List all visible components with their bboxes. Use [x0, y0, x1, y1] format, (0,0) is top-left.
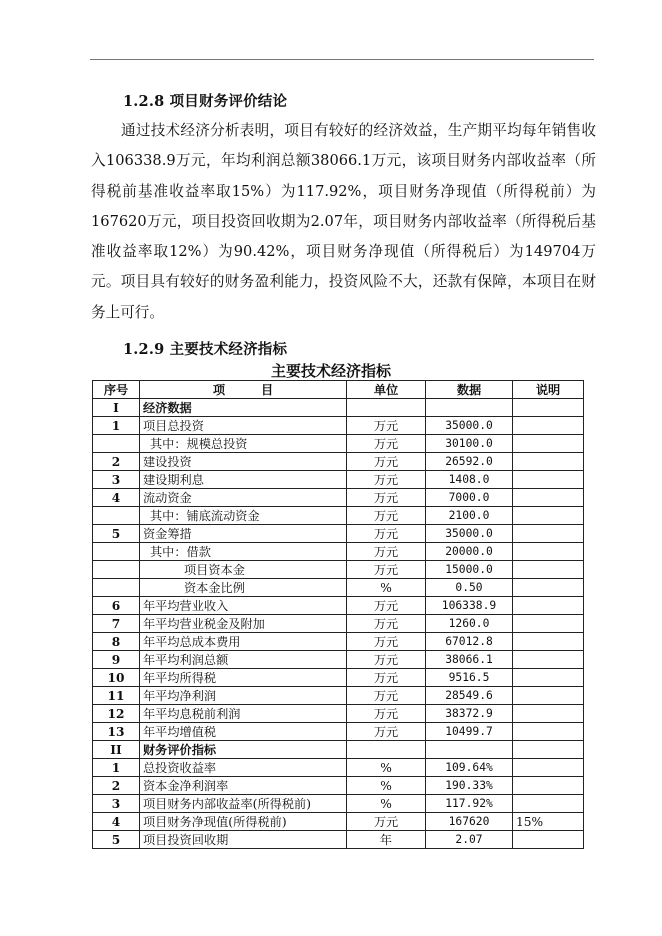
row-unit: 万元: [347, 417, 426, 435]
row-number: 1: [93, 417, 140, 435]
row-number: [93, 561, 140, 579]
row-note: [513, 795, 584, 813]
table-row: [93, 741, 584, 759]
row-unit: 万元: [347, 615, 426, 633]
row-unit: 万元: [347, 525, 426, 543]
row-item: 其中：借款: [140, 543, 347, 561]
row-note: [513, 633, 584, 651]
table-row: [93, 795, 584, 813]
row-value: 9516.5: [426, 669, 513, 687]
row-value: 2.07: [426, 831, 513, 849]
row-item: 经济数据: [140, 399, 347, 417]
row-unit: 万元: [347, 507, 426, 525]
row-item: 项目投资回收期: [140, 831, 347, 849]
row-unit: 万元: [347, 633, 426, 651]
table-title: 主要技术经济指标: [270, 362, 391, 380]
row-unit: %: [347, 777, 426, 795]
row-item: 项目总投资: [140, 417, 347, 435]
row-unit: 万元: [347, 453, 426, 471]
row-item: 年平均营业税金及附加: [140, 615, 347, 633]
row-item: 财务评价指标: [140, 741, 347, 759]
header-unit: 单位: [347, 381, 426, 399]
row-value: 38372.9: [426, 705, 513, 723]
row-value: 1260.0: [426, 615, 513, 633]
row-number: 2: [93, 777, 140, 795]
row-number: [93, 507, 140, 525]
row-note: [513, 489, 584, 507]
row-note: [513, 471, 584, 489]
row-item: 年平均息税前利润: [140, 705, 347, 723]
row-value: 109.64%: [426, 759, 513, 777]
row-number: 11: [93, 687, 140, 705]
table-row: [93, 525, 584, 543]
table-header-row: [93, 381, 584, 399]
row-note: [513, 759, 584, 777]
section-heading-key-indicators: 1.2.9 主要技术经济指标: [123, 341, 288, 358]
row-number: 4: [93, 813, 140, 831]
row-number: 3: [93, 471, 140, 489]
row-value: 190.33%: [426, 777, 513, 795]
table-row: [93, 831, 584, 849]
table-row: [93, 705, 584, 723]
row-note: [513, 597, 584, 615]
row-note: [513, 543, 584, 561]
row-value: 7000.0: [426, 489, 513, 507]
table-row: [93, 489, 584, 507]
row-number: [93, 579, 140, 597]
row-item: 年平均所得税: [140, 669, 347, 687]
header-no: 序号: [93, 381, 140, 399]
row-note: [513, 453, 584, 471]
header-rule: [90, 59, 594, 60]
row-number: 5: [93, 831, 140, 849]
row-unit: 万元: [347, 489, 426, 507]
row-note: [513, 579, 584, 597]
table-row: [93, 597, 584, 615]
row-value: 0.50: [426, 579, 513, 597]
table-row: [93, 813, 584, 831]
row-value: 67012.8: [426, 633, 513, 651]
row-item: 建设投资: [140, 453, 347, 471]
conclusion-paragraph: 通过技术经济分析表明，项目有较好的经济效益，生产期平均每年销售收入106338.9万元，年均利润总额38066.1万元，该项目财务内部收益率（所得税前基准收益率取15%）为117.92%，项目财务净现值（所得税前）为167620万元，项目投资回收期为2.07年，项目财务内部收益率（所得税后基准收益率取12%）为90.42%，项目财务净现值（所得税后）为149704万元。项目具有较好的财务盈利能力，投资风险不大，还款有保障，本项目在财务上可行。: [91, 122, 596, 321]
row-unit: %: [347, 795, 426, 813]
row-note: [513, 705, 584, 723]
row-item: 建设期利息: [140, 471, 347, 489]
table-row: [93, 453, 584, 471]
table-row: [93, 507, 584, 525]
row-number: II: [93, 741, 140, 759]
row-item: 资本金净利润率: [140, 777, 347, 795]
table-row: [93, 615, 584, 633]
row-number: [93, 435, 140, 453]
row-unit: 万元: [347, 723, 426, 741]
row-value: 117.92%: [426, 795, 513, 813]
row-note: [513, 777, 584, 795]
table-row: [93, 759, 584, 777]
row-value: [426, 741, 513, 759]
row-unit: 万元: [347, 543, 426, 561]
row-value: 10499.7: [426, 723, 513, 741]
row-item: 年平均增值税: [140, 723, 347, 741]
table-row: [93, 543, 584, 561]
row-number: 13: [93, 723, 140, 741]
row-note: [513, 417, 584, 435]
indicators-table: [92, 380, 584, 849]
table-row: [93, 579, 584, 597]
row-item: 项目财务内部收益率(所得税前): [140, 795, 347, 813]
row-number: 10: [93, 669, 140, 687]
row-item: 年平均总成本费用: [140, 633, 347, 651]
row-note: 15%: [513, 813, 584, 831]
row-value: 106338.9: [426, 597, 513, 615]
row-value: 28549.6: [426, 687, 513, 705]
row-item: 项目资本金: [140, 561, 347, 579]
row-note: [513, 669, 584, 687]
row-item: 资本金比例: [140, 579, 347, 597]
row-item: 总投资收益率: [140, 759, 347, 777]
row-note: [513, 831, 584, 849]
row-note: [513, 615, 584, 633]
table-row: [93, 417, 584, 435]
row-unit: 万元: [347, 813, 426, 831]
row-unit: 万元: [347, 669, 426, 687]
row-unit: 万元: [347, 471, 426, 489]
row-note: [513, 525, 584, 543]
row-item: 流动资金: [140, 489, 347, 507]
row-value: 26592.0: [426, 453, 513, 471]
table-row: [93, 471, 584, 489]
row-value: 1408.0: [426, 471, 513, 489]
row-item: 其中：规模总投资: [140, 435, 347, 453]
row-unit: 万元: [347, 597, 426, 615]
row-item: 资金筹措: [140, 525, 347, 543]
table-row: [93, 651, 584, 669]
row-value: 15000.0: [426, 561, 513, 579]
row-unit: 年: [347, 831, 426, 849]
table-row: [93, 687, 584, 705]
row-number: [93, 543, 140, 561]
row-value: 167620: [426, 813, 513, 831]
header-data: 数据: [426, 381, 513, 399]
row-item: 年平均营业收入: [140, 597, 347, 615]
row-item: 年平均净利润: [140, 687, 347, 705]
row-number: 1: [93, 759, 140, 777]
table-row: [93, 633, 584, 651]
row-unit: %: [347, 759, 426, 777]
row-number: 3: [93, 795, 140, 813]
row-unit: [347, 741, 426, 759]
row-unit: 万元: [347, 705, 426, 723]
row-note: [513, 507, 584, 525]
header-item: 项目: [140, 381, 347, 399]
row-value: 38066.1: [426, 651, 513, 669]
header-note: 说明: [513, 381, 584, 399]
row-item: 其中：铺底流动资金: [140, 507, 347, 525]
row-note: [513, 687, 584, 705]
table-row: [93, 435, 584, 453]
row-item: 年平均利润总额: [140, 651, 347, 669]
row-unit: 万元: [347, 651, 426, 669]
row-number: 9: [93, 651, 140, 669]
row-unit: [347, 399, 426, 417]
row-unit: 万元: [347, 687, 426, 705]
table-row: [93, 669, 584, 687]
row-value: [426, 399, 513, 417]
row-value: 30100.0: [426, 435, 513, 453]
row-note: [513, 399, 584, 417]
table-row: [93, 777, 584, 795]
row-note: [513, 435, 584, 453]
row-unit: 万元: [347, 435, 426, 453]
table-row: [93, 561, 584, 579]
row-value: 20000.0: [426, 543, 513, 561]
row-value: 2100.0: [426, 507, 513, 525]
row-number: I: [93, 399, 140, 417]
row-number: 7: [93, 615, 140, 633]
row-number: 12: [93, 705, 140, 723]
table-row: [93, 723, 584, 741]
row-note: [513, 651, 584, 669]
row-value: 35000.0: [426, 525, 513, 543]
row-number: 6: [93, 597, 140, 615]
row-note: [513, 561, 584, 579]
row-number: 4: [93, 489, 140, 507]
row-unit: 万元: [347, 561, 426, 579]
table-row: [93, 399, 584, 417]
row-item: 项目财务净现值(所得税前): [140, 813, 347, 831]
row-number: 2: [93, 453, 140, 471]
row-number: 5: [93, 525, 140, 543]
row-note: [513, 723, 584, 741]
row-note: [513, 741, 584, 759]
row-unit: %: [347, 579, 426, 597]
section-heading-financial-conclusion: 1.2.8 项目财务评价结论: [123, 93, 288, 110]
row-number: 8: [93, 633, 140, 651]
row-value: 35000.0: [426, 417, 513, 435]
